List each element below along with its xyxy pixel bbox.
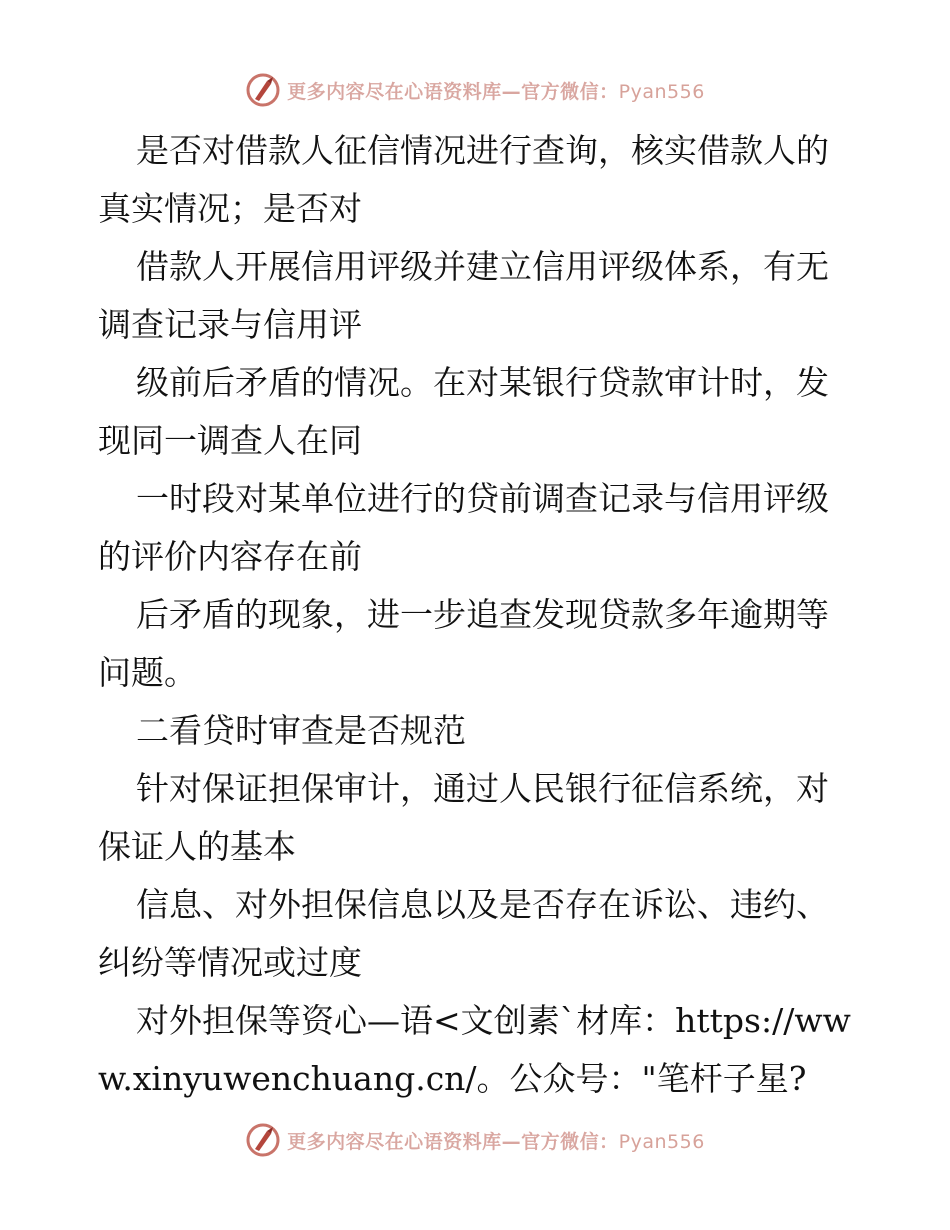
quill-pen-circle-icon — [245, 1122, 281, 1158]
watermark-text: 更多内容尽在心语资料库—官方微信：Pyan556 — [287, 1130, 705, 1153]
paragraph: 信息、对外担保信息以及是否存在诉讼、违约、纠纷等情况或过度 — [98, 885, 829, 982]
quill-pen-circle-icon — [245, 72, 281, 108]
paragraph: 针对保证担保审计，通过人民银行征信系统，对保证人的基本 — [98, 769, 829, 866]
watermark-wechat-id: Pyan556 — [618, 80, 705, 103]
paragraph: 是否对借款人征信情况进行查询，核实借款人的真实情况；是否对 — [98, 131, 829, 228]
paragraph: 一时段对某单位进行的贷前调查记录与信用评级的评价内容存在前 — [98, 479, 829, 576]
document-body — [98, 122, 858, 1108]
footer-watermark — [0, 1118, 950, 1162]
paragraph: 对外担保等资心—语<文创素`材库：https://www.xinyuwenchuang.cn/。公众号："笔杆子星? — [98, 1001, 851, 1098]
paragraph: 借款人开展信用评级并建立信用评级体系，有无调查记录与信用评 — [98, 247, 829, 344]
paragraph: 后矛盾的现象，进一步追查发现贷款多年逾期等问题。 — [98, 595, 829, 692]
watermark-text: 更多内容尽在心语资料库—官方微信：Pyan556 — [287, 80, 705, 103]
paragraph: 级前后矛盾的情况。在对某银行贷款审计时，发现同一调查人在同 — [98, 363, 829, 460]
section-heading: 二看贷时审查是否规范 — [136, 711, 466, 750]
header-watermark — [0, 68, 950, 112]
watermark-wechat-id: Pyan556 — [618, 1130, 705, 1153]
